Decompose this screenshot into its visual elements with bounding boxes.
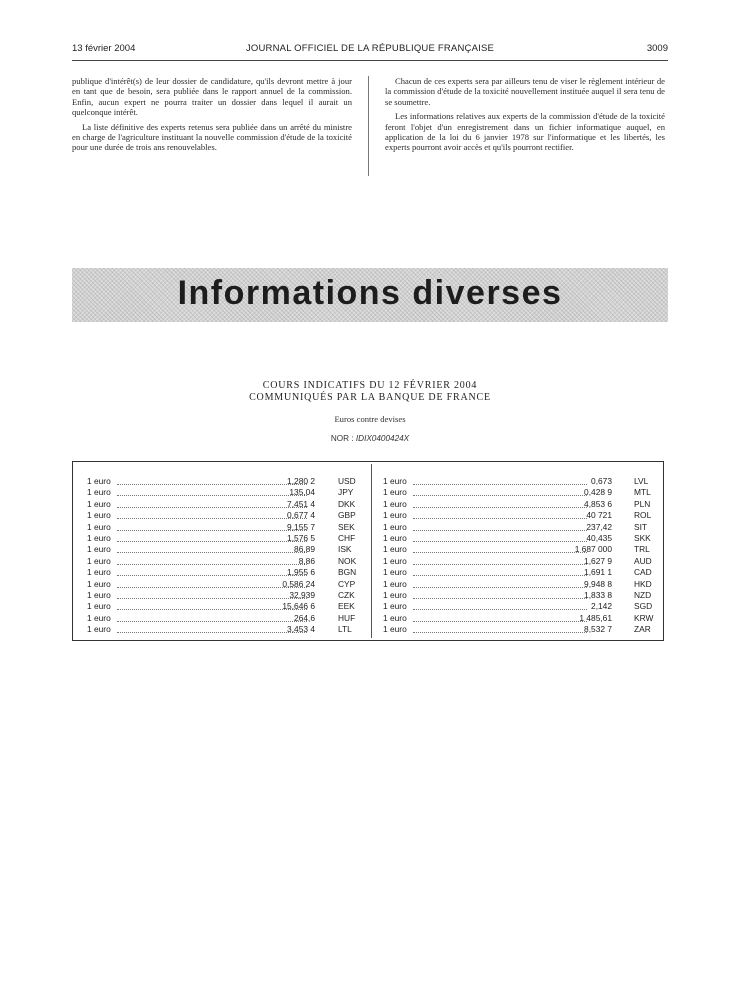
- paragraph: Les informations relatives aux experts de la commission d'étude de la toxicité feront l'objet d'un enregistrement dans un fichier informatique auquel, en application de la loi du 6 janvier 1978 sur l'informatique et les libertés, les experts pourront avoir accès et qu'ils pourront rectifier.: [385, 111, 665, 153]
- currency-code: LTL: [338, 624, 352, 635]
- rate-value: 264,6: [294, 612, 315, 623]
- rate-row: [383, 487, 653, 498]
- currency-code: BGN: [338, 567, 357, 578]
- rate-value: 7,451 4: [287, 498, 315, 509]
- rate-value: 1,627 9: [584, 555, 612, 566]
- rate-value: 1 485,61: [579, 612, 612, 623]
- section-banner: [72, 268, 668, 322]
- rates-title-line-2: COMMUNIQUÉS PAR LA BANQUE DE FRANCE: [249, 392, 491, 403]
- rate-label: 1 euro: [87, 544, 111, 555]
- rate-label: 1 euro: [383, 612, 407, 623]
- rate-row: [87, 613, 357, 624]
- paragraph: La liste définitive des experts retenus sera publiée dans un arrêté du ministre en charge de l'agriculture instituant la nouvelle commission d'étude de la toxicité pour une durée de trois ans renouvelables.: [72, 121, 352, 153]
- dot-leader: [117, 552, 307, 553]
- rate-row: [383, 613, 653, 624]
- currency-code: CAD: [634, 567, 652, 578]
- dot-leader: [117, 541, 307, 542]
- dot-leader: [117, 598, 307, 599]
- rate-label: 1 euro: [383, 498, 407, 509]
- currency-code: SIT: [634, 521, 648, 532]
- rate-row: [87, 590, 357, 601]
- page-header: [72, 43, 668, 57]
- dot-leader: [413, 495, 587, 496]
- dot-leader: [413, 541, 587, 542]
- dot-leader: [117, 621, 307, 622]
- rate-row: [87, 579, 357, 590]
- rate-label: 1 euro: [383, 487, 407, 498]
- dot-leader: [117, 484, 307, 485]
- currency-code: CYP: [338, 578, 356, 589]
- rate-label: 1 euro: [383, 521, 407, 532]
- dot-leader: [413, 587, 587, 588]
- rate-row: [383, 601, 653, 612]
- rate-value: 86,89: [294, 544, 315, 555]
- nor-code: IDIX0400424X: [355, 434, 410, 443]
- rate-label: 1 euro: [383, 624, 407, 635]
- rate-value: 32,939: [289, 589, 315, 600]
- currency-code: CZK: [338, 589, 355, 600]
- nor-label: NOR :: [330, 434, 354, 443]
- currency-code: ROL: [634, 510, 652, 521]
- dot-leader: [413, 507, 587, 508]
- rate-value: 135,04: [289, 487, 315, 498]
- rate-label: 1 euro: [87, 498, 111, 509]
- rate-value: 1,691 1: [584, 567, 612, 578]
- dot-leader: [117, 495, 307, 496]
- page-number: 3009: [646, 43, 668, 54]
- rate-row: [383, 510, 653, 521]
- rate-value: 0,673: [591, 476, 612, 486]
- rate-label: 1 euro: [87, 612, 111, 623]
- rate-row: [383, 476, 653, 487]
- rate-value: 4,853 6: [584, 498, 612, 509]
- dot-leader: [413, 484, 587, 485]
- rate-label: 1 euro: [87, 601, 111, 612]
- rates-subtitle: Euros contre devises: [334, 414, 406, 424]
- currency-code: HUF: [338, 612, 356, 623]
- currency-code: AUD: [634, 555, 652, 566]
- currency-code: EEK: [338, 601, 355, 612]
- currency-code: USD: [338, 476, 356, 486]
- rate-value: 9,155 7: [287, 521, 315, 532]
- rate-value: 1,955 6: [287, 567, 315, 578]
- rate-label: 1 euro: [87, 487, 111, 498]
- rate-label: 1 euro: [87, 476, 111, 486]
- currency-code: MTL: [634, 487, 651, 498]
- rate-label: 1 euro: [383, 601, 407, 612]
- dot-leader: [117, 609, 307, 610]
- rate-row: [87, 510, 357, 521]
- rate-row: [383, 533, 653, 544]
- rate-label: 1 euro: [383, 544, 407, 555]
- currency-code: LVL: [634, 476, 649, 486]
- rate-label: 1 euro: [383, 532, 407, 543]
- rate-label: 1 euro: [87, 589, 111, 600]
- dot-leader: [117, 530, 307, 531]
- rate-label: 1 euro: [383, 510, 407, 521]
- rate-label: 1 euro: [87, 624, 111, 635]
- rate-value: 1 687 000: [574, 544, 612, 555]
- currency-code: SKK: [634, 532, 651, 543]
- rates-column-divider: [371, 464, 372, 638]
- dot-leader: [413, 632, 587, 633]
- rate-row: [383, 590, 653, 601]
- currency-code: ZAR: [634, 624, 651, 635]
- rate-label: 1 euro: [383, 555, 407, 566]
- dot-leader: [117, 575, 307, 576]
- rate-row: [87, 567, 357, 578]
- rate-value: 40,435: [586, 532, 612, 543]
- rate-value: 0,677 4: [287, 510, 315, 521]
- rates-column-right: [383, 476, 653, 635]
- rate-label: 1 euro: [383, 589, 407, 600]
- dot-leader: [413, 609, 587, 610]
- rate-value: 8,86: [298, 555, 315, 566]
- rate-row: [87, 556, 357, 567]
- rate-row: [87, 522, 357, 533]
- text-column-right: [385, 76, 665, 157]
- rate-value: 0,428 9: [584, 487, 612, 498]
- rate-value: 15,646 6: [282, 601, 315, 612]
- currency-code: HKD: [634, 578, 652, 589]
- currency-code: KRW: [634, 612, 654, 623]
- rate-value: 8,532 7: [584, 624, 612, 635]
- currency-code: NZD: [634, 589, 652, 600]
- rate-row: [383, 624, 653, 635]
- rate-label: 1 euro: [383, 476, 407, 486]
- rate-row: [87, 533, 357, 544]
- dot-leader: [117, 587, 307, 588]
- journal-title: JOURNAL OFFICIEL DE LA RÉPUBLIQUE FRANÇAISE: [245, 43, 495, 54]
- rate-row: [383, 522, 653, 533]
- rates-column-left: [87, 476, 357, 635]
- rate-label: 1 euro: [87, 578, 111, 589]
- currency-code: GBP: [338, 510, 356, 521]
- rate-row: [383, 556, 653, 567]
- currency-code: TRL: [634, 544, 650, 555]
- currency-code: SGD: [634, 601, 653, 612]
- rate-row: [383, 499, 653, 510]
- rate-row: [383, 579, 653, 590]
- rate-row: [87, 487, 357, 498]
- nor-reference: [72, 434, 668, 443]
- currency-code: NOK: [338, 555, 357, 566]
- dot-leader: [413, 621, 587, 622]
- rate-row: [87, 476, 357, 487]
- rate-label: 1 euro: [87, 567, 111, 578]
- rate-row: [87, 544, 357, 555]
- dot-leader: [117, 518, 307, 519]
- text-column-left: [72, 76, 352, 157]
- header-date: 13 février 2004: [72, 43, 136, 54]
- currency-code: CHF: [338, 532, 356, 543]
- rate-value: 1,833 8: [584, 589, 612, 600]
- header-rule: [72, 60, 668, 61]
- dot-leader: [413, 564, 587, 565]
- dot-leader: [413, 598, 587, 599]
- rate-label: 1 euro: [87, 521, 111, 532]
- rate-label: 1 euro: [87, 510, 111, 521]
- currency-code: SEK: [338, 521, 355, 532]
- rates-title-line-1: COURS INDICATIFS DU 12 FÉVRIER 2004: [262, 380, 478, 391]
- rate-value: 0,586 24: [282, 578, 315, 589]
- rate-row: [87, 499, 357, 510]
- dot-leader: [117, 632, 307, 633]
- currency-code: DKK: [338, 498, 356, 509]
- rate-row: [383, 567, 653, 578]
- dot-leader: [413, 575, 587, 576]
- rate-row: [87, 624, 357, 635]
- dot-leader: [117, 507, 307, 508]
- rate-value: 3,453 4: [287, 624, 315, 635]
- rate-value: 9,948 8: [584, 578, 612, 589]
- paragraph: publique d'intérêt(s) de leur dossier de candidature, qu'ils devront mettre à jour en tant que de besoin, sera publiée dans le rapport annuel de la commission. Enfin, aucun expert ne pourra traiter un dossier dans lequel il aurait un quelconque intérêt.: [72, 76, 352, 118]
- rate-label: 1 euro: [383, 578, 407, 589]
- dot-leader: [413, 530, 587, 531]
- rate-label: 1 euro: [383, 567, 407, 578]
- rate-value: 1,280 2: [287, 476, 315, 486]
- currency-code: PLN: [634, 498, 651, 509]
- dot-leader: [117, 564, 307, 565]
- column-divider: [368, 76, 369, 176]
- rate-value: 40 721: [586, 510, 612, 521]
- rate-value: 1,576 5: [287, 532, 315, 543]
- dot-leader: [413, 552, 587, 553]
- dot-leader: [413, 518, 587, 519]
- currency-code: JPY: [338, 487, 354, 498]
- rate-value: 237,42: [586, 521, 612, 532]
- rate-value: 2,142: [591, 601, 612, 612]
- rate-label: 1 euro: [87, 532, 111, 543]
- rate-row: [87, 601, 357, 612]
- currency-code: ISK: [338, 544, 352, 555]
- rate-label: 1 euro: [87, 555, 111, 566]
- banner-title: Informations diverses: [177, 274, 563, 312]
- rate-row: [383, 544, 653, 555]
- paragraph: Chacun de ces experts sera par ailleurs tenu de viser le règlement intérieur de la commission d'étude de la toxicité nouvellement instituée auquel il sera tenu de se soumettre.: [385, 76, 665, 107]
